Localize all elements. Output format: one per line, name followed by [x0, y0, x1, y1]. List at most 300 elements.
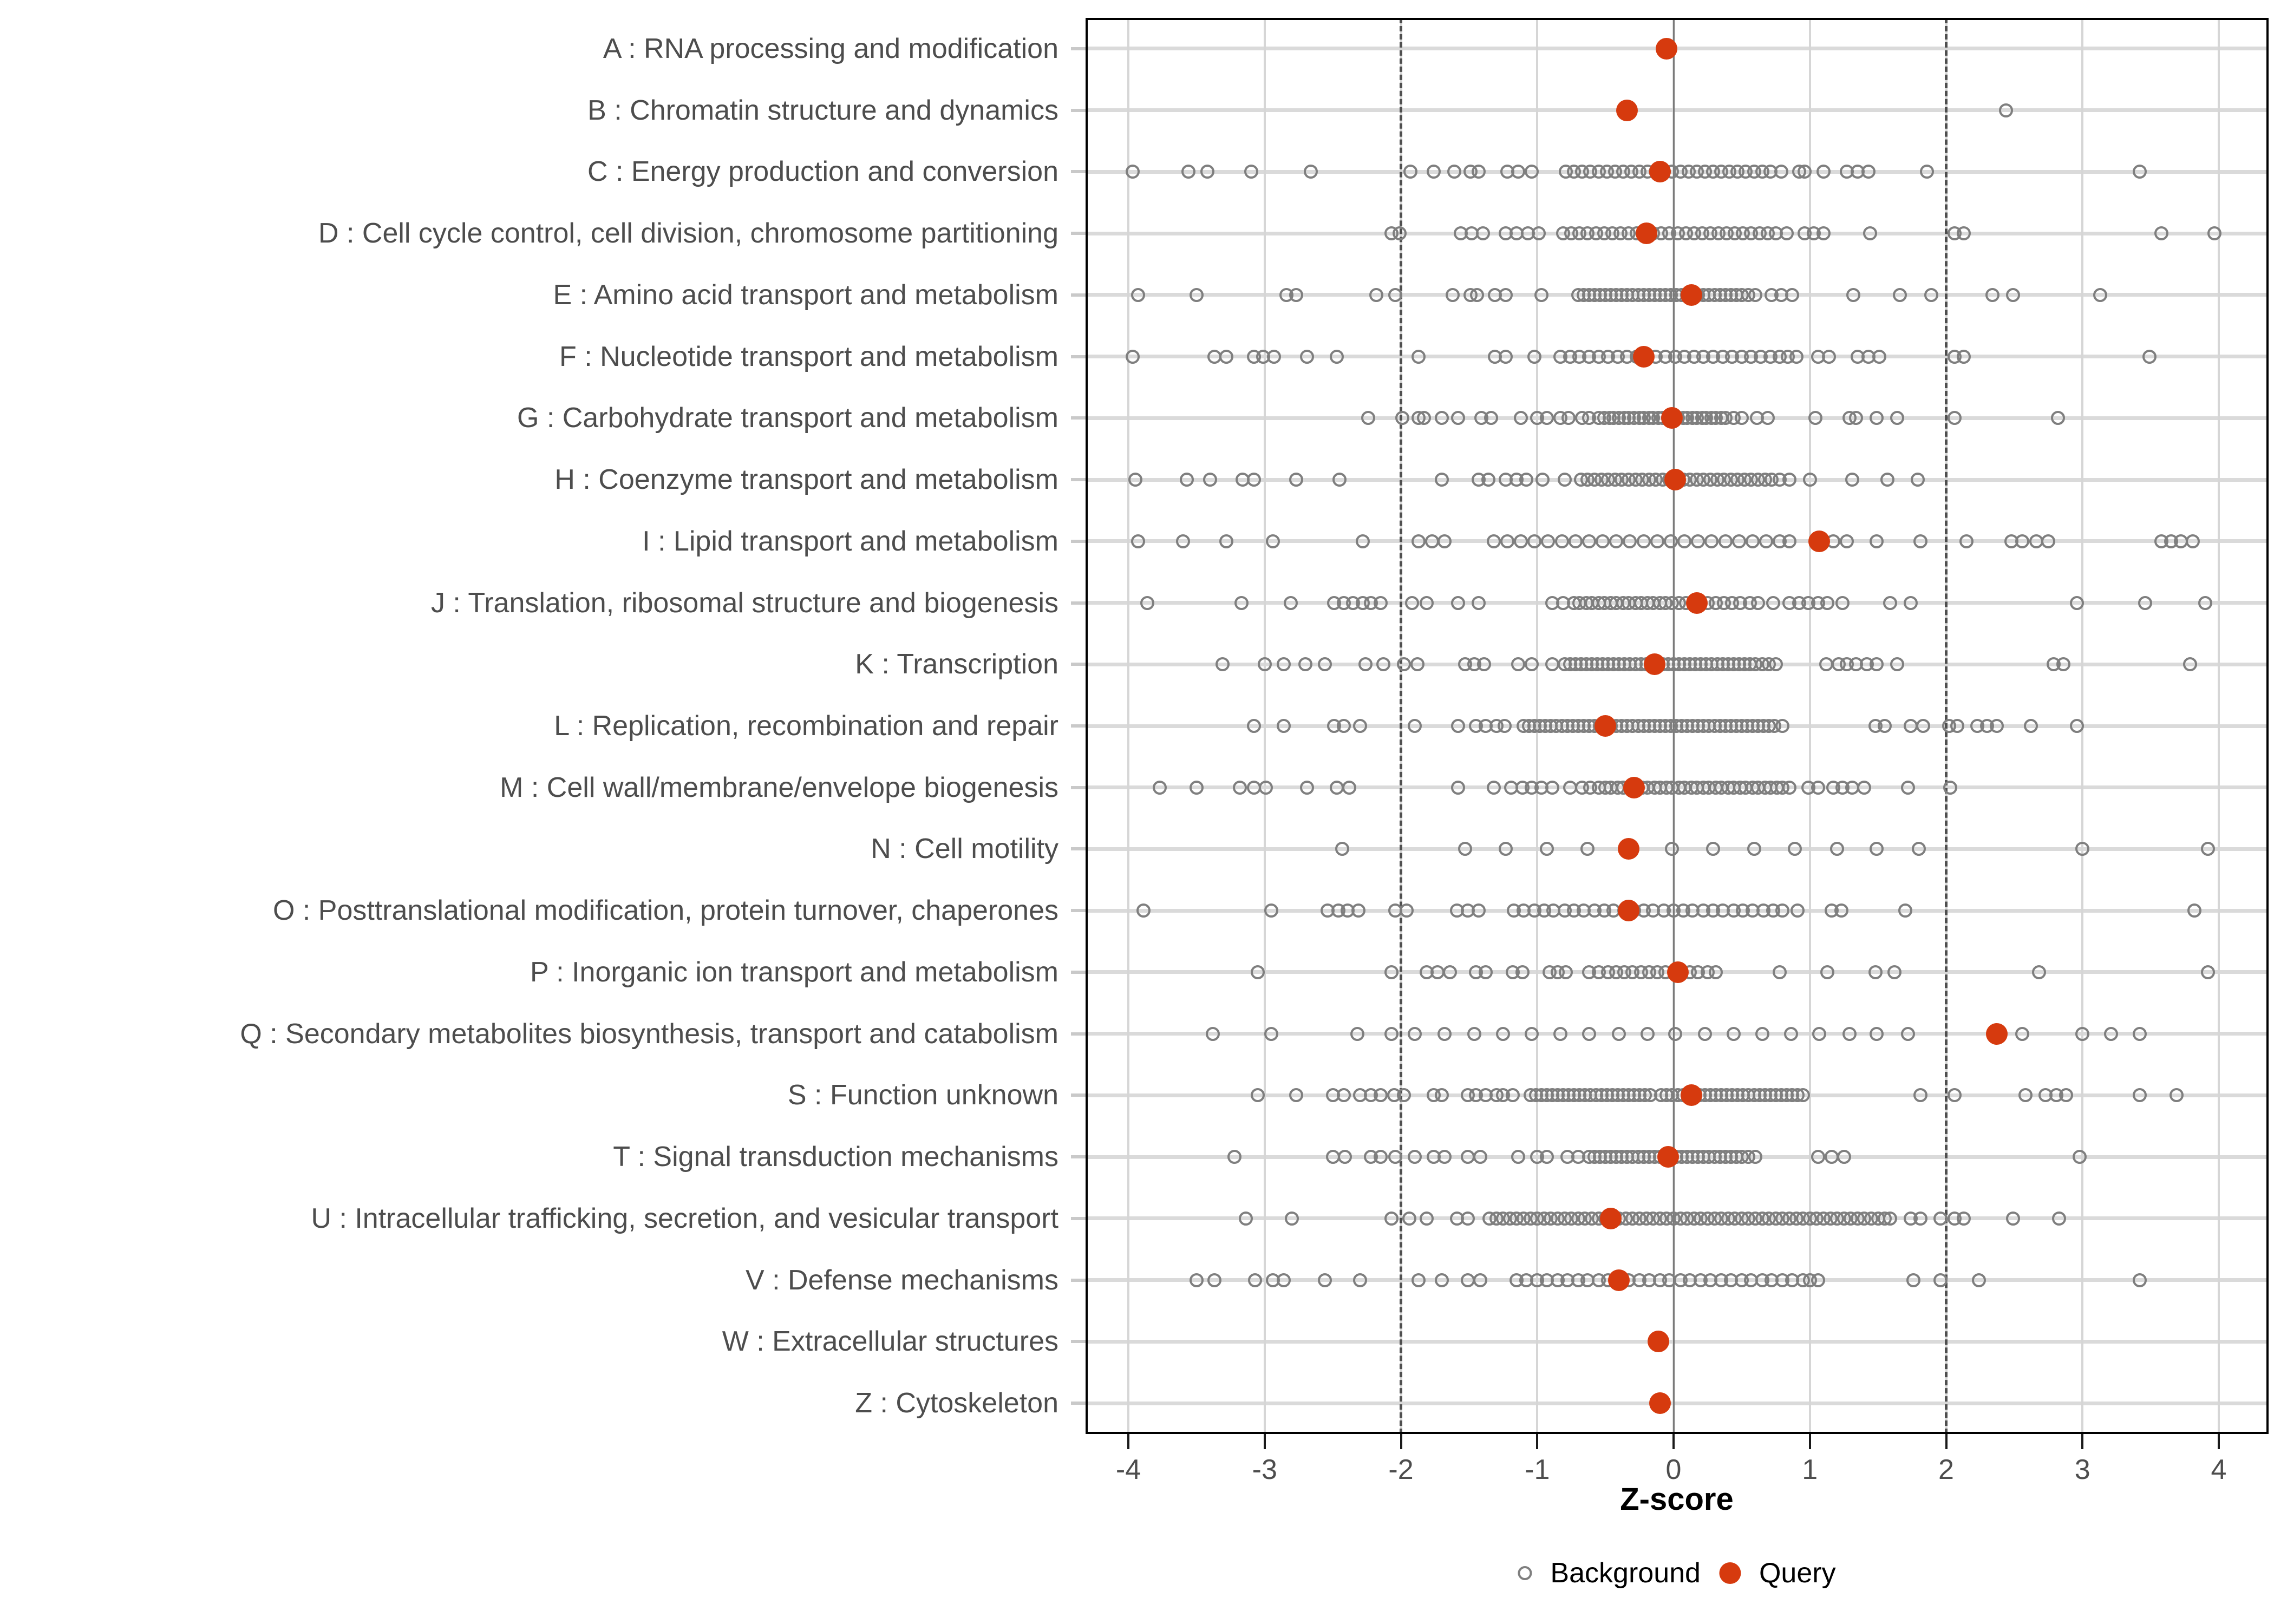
background-point	[1200, 165, 1214, 179]
background-point	[1476, 226, 1490, 240]
x-axis-tick	[1809, 1434, 1811, 1449]
background-point	[1916, 719, 1930, 733]
background-point	[1435, 473, 1449, 487]
background-point	[2070, 596, 2084, 610]
background-point	[1472, 165, 1486, 179]
background-point	[1904, 596, 1918, 610]
background-point	[1180, 473, 1194, 487]
background-point	[1732, 534, 1746, 548]
background-point	[1532, 226, 1546, 240]
background-point	[1893, 288, 1907, 302]
background-legend-label: Background	[1550, 1557, 1701, 1589]
background-point	[1798, 165, 1812, 179]
background-point	[2198, 596, 2212, 610]
background-point	[1612, 1027, 1626, 1041]
y-axis-tick	[1071, 724, 1086, 728]
category-label: W : Extracellular structures	[722, 1326, 1058, 1358]
y-axis-tick	[1071, 1340, 1086, 1343]
x-axis-tick	[2218, 1434, 2220, 1449]
query-legend-label: Query	[1759, 1557, 1836, 1589]
x-axis-tick	[1127, 1434, 1129, 1449]
category-label: P : Inorganic ion transport and metabolism	[530, 956, 1058, 988]
background-point	[1837, 1150, 1851, 1164]
background-point	[1835, 596, 1850, 610]
background-point	[1420, 1212, 1434, 1226]
background-point	[1417, 411, 1431, 425]
query-point	[1986, 1023, 2008, 1045]
background-point	[1637, 534, 1651, 548]
background-point	[1470, 288, 1484, 302]
background-point	[1361, 411, 1375, 425]
background-point	[1878, 719, 1892, 733]
background-point	[1857, 781, 1871, 795]
background-point	[1789, 350, 1803, 364]
background-point	[1443, 965, 1457, 979]
background-point	[1412, 1273, 1426, 1287]
background-point	[2170, 1088, 2184, 1102]
background-point	[1337, 719, 1351, 733]
background-point	[1427, 165, 1441, 179]
y-axis-tick	[1071, 293, 1086, 297]
background-point	[1353, 719, 1367, 733]
background-point	[1558, 473, 1572, 487]
background-point	[1298, 657, 1312, 671]
background-point	[1374, 596, 1388, 610]
background-point	[1266, 534, 1280, 548]
background-point	[1906, 1273, 1920, 1287]
y-axis-tick	[1071, 601, 1086, 605]
background-point	[2018, 1088, 2033, 1102]
background-point	[1870, 657, 1884, 671]
background-point	[1264, 903, 1278, 918]
background-point	[1766, 596, 1780, 610]
background-point	[1285, 1212, 1299, 1226]
query-point	[1664, 469, 1686, 490]
background-point	[1216, 657, 1230, 671]
query-point	[1681, 284, 1702, 306]
y-axis-tick	[1071, 909, 1086, 912]
background-point	[1751, 596, 1765, 610]
background-point	[2183, 657, 2197, 671]
background-point	[1540, 411, 1554, 425]
background-point	[1473, 1150, 1487, 1164]
background-point	[1234, 596, 1249, 610]
background-point	[1472, 596, 1486, 610]
background-point	[1350, 1027, 1364, 1041]
query-point	[1657, 1146, 1679, 1168]
background-point	[1335, 842, 1349, 856]
background-point	[1791, 903, 1805, 918]
y-axis-tick	[1071, 1093, 1086, 1097]
x-tick-label: 4	[2211, 1454, 2227, 1485]
background-point	[1788, 842, 1802, 856]
query-point	[1649, 1392, 1671, 1414]
background-point	[1356, 534, 1370, 548]
background-point	[1400, 903, 1414, 918]
background-point	[1559, 965, 1573, 979]
background-point	[1830, 842, 1844, 856]
background-point	[1397, 1088, 1411, 1102]
background-point	[1957, 1212, 1971, 1226]
background-point	[1461, 1273, 1475, 1287]
background-point	[1870, 842, 1884, 856]
y-axis-tick	[1071, 1032, 1086, 1036]
background-point	[1691, 534, 1705, 548]
background-point	[1664, 534, 1678, 548]
background-point	[1933, 1273, 1948, 1287]
category-label: S : Function unknown	[787, 1079, 1058, 1111]
x-axis-tick	[1264, 1434, 1266, 1449]
query-point	[1600, 1208, 1622, 1229]
background-point	[1780, 226, 1794, 240]
background-point	[1870, 411, 1884, 425]
query-point	[1644, 653, 1665, 675]
background-point	[1580, 842, 1595, 856]
background-point	[1943, 781, 1957, 795]
background-point	[1358, 657, 1373, 671]
background-point	[2201, 842, 2215, 856]
background-point	[1437, 534, 1452, 548]
background-point	[1351, 903, 1365, 918]
background-point	[1420, 596, 1434, 610]
background-point	[1338, 1150, 1352, 1164]
background-point	[1901, 1027, 1915, 1041]
background-point	[1540, 842, 1554, 856]
background-point	[1203, 473, 1217, 487]
x-tick-label: 2	[1938, 1454, 1954, 1485]
y-axis-tick	[1071, 416, 1086, 420]
query-point	[1656, 38, 1677, 60]
query-point	[1661, 407, 1683, 429]
x-tick-label: 0	[1665, 1454, 1682, 1485]
query-point	[1616, 100, 1638, 121]
background-point	[1863, 226, 1877, 240]
background-point	[1704, 534, 1718, 548]
x-axis-tick	[1536, 1434, 1538, 1449]
background-point	[1811, 781, 1825, 795]
background-point	[1527, 534, 1541, 548]
background-point	[1384, 1027, 1399, 1041]
background-point	[1845, 473, 1859, 487]
background-point	[1264, 1027, 1278, 1041]
background-point	[1248, 1273, 1262, 1287]
background-point	[1330, 350, 1344, 364]
background-point	[1785, 288, 1799, 302]
background-point	[1511, 657, 1525, 671]
background-point	[1519, 473, 1533, 487]
query-point	[1623, 777, 1645, 798]
background-point	[1901, 781, 1915, 795]
background-point	[1803, 473, 1817, 487]
background-point	[1353, 1273, 1367, 1287]
background-point	[1498, 719, 1512, 733]
background-point	[1883, 1212, 1897, 1226]
background-point	[1822, 350, 1836, 364]
background-point	[1487, 781, 1501, 795]
y-axis-tick	[1071, 1402, 1086, 1405]
horizontal-gridline	[1086, 1340, 2269, 1344]
background-point	[2104, 1027, 2118, 1041]
x-axis-tick	[2081, 1434, 2083, 1449]
background-point	[1840, 534, 1854, 548]
background-point	[1318, 1273, 1332, 1287]
background-point	[1870, 534, 1884, 548]
background-point	[1499, 842, 1513, 856]
background-point	[1410, 657, 1424, 671]
background-point	[1759, 534, 1773, 548]
background-point	[1140, 596, 1154, 610]
background-point	[1435, 411, 1449, 425]
category-label: F : Nucleotide transport and metabolism	[559, 340, 1058, 372]
background-point	[1499, 350, 1513, 364]
background-point	[1950, 719, 1964, 733]
background-point	[1748, 1150, 1762, 1164]
background-point	[1277, 719, 1291, 733]
background-point	[2075, 842, 2089, 856]
query-point	[1618, 900, 1639, 921]
x-tick-label: -3	[1252, 1454, 1277, 1485]
background-point	[1402, 1212, 1416, 1226]
background-point	[2133, 1088, 2147, 1102]
background-point	[1561, 411, 1576, 425]
background-point	[1811, 1273, 1825, 1287]
category-label: M : Cell wall/membrane/envelope biogenesis	[500, 771, 1058, 803]
background-point	[1775, 719, 1789, 733]
background-point	[1698, 1027, 1712, 1041]
background-point	[1677, 534, 1691, 548]
x-axis-tick	[1400, 1434, 1402, 1449]
category-label: V : Defense mechanisms	[745, 1264, 1058, 1296]
y-axis-tick	[1071, 478, 1086, 481]
category-label: U : Intracellular trafficking, secretion, and vesicular transport	[311, 1202, 1058, 1234]
background-point	[1718, 534, 1733, 548]
y-axis-tick	[1071, 170, 1086, 173]
background-point	[1499, 288, 1513, 302]
background-point	[1746, 534, 1760, 548]
background-point	[1782, 781, 1796, 795]
background-point	[1911, 473, 1925, 487]
background-point	[1304, 165, 1318, 179]
background-point	[1384, 965, 1399, 979]
background-point	[1461, 1212, 1475, 1226]
background-point	[2142, 350, 2157, 364]
background-point	[2070, 719, 2084, 733]
background-point	[1467, 1027, 1481, 1041]
background-point	[1913, 1212, 1927, 1226]
background-point	[1569, 534, 1583, 548]
legend	[1518, 1557, 1835, 1589]
category-label: C : Energy production and conversion	[587, 156, 1058, 188]
query-point	[1633, 346, 1655, 368]
query-point	[1686, 592, 1708, 614]
background-point	[1277, 1273, 1291, 1287]
background-point	[1769, 657, 1783, 671]
background-point	[1596, 534, 1610, 548]
background-point	[1318, 657, 1332, 671]
y-axis-tick	[1071, 540, 1086, 543]
background-point	[2006, 1212, 2020, 1226]
background-point	[1300, 781, 1314, 795]
background-point	[2059, 1088, 2073, 1102]
background-point	[2041, 534, 2055, 548]
background-point	[1384, 1212, 1399, 1226]
background-point	[2075, 1027, 2089, 1041]
background-point	[1553, 1027, 1567, 1041]
x-tick-label: -2	[1388, 1454, 1414, 1485]
background-point	[1408, 719, 1422, 733]
background-point	[1435, 1273, 1449, 1287]
background-point	[1481, 473, 1495, 487]
background-point	[1527, 350, 1541, 364]
query-point	[1808, 531, 1830, 552]
background-point	[1872, 350, 1886, 364]
background-point	[1816, 165, 1831, 179]
background-point	[1541, 534, 1555, 548]
background-point	[1451, 781, 1465, 795]
background-point	[1920, 165, 1934, 179]
background-point	[2051, 411, 2065, 425]
query-point	[1681, 1084, 1702, 1106]
background-point	[1755, 1027, 1769, 1041]
background-point	[1623, 534, 1637, 548]
background-point	[1408, 1027, 1422, 1041]
background-point	[2138, 596, 2152, 610]
x-tick-label: -4	[1115, 1454, 1141, 1485]
background-point	[1251, 965, 1265, 979]
background-point	[1820, 965, 1834, 979]
background-point	[1176, 534, 1190, 548]
y-axis-tick	[1071, 786, 1086, 789]
background-point	[2052, 1212, 2066, 1226]
background-point	[1374, 1088, 1388, 1102]
background-point	[1990, 719, 2004, 733]
background-point	[1446, 288, 1460, 302]
background-point	[1747, 842, 1761, 856]
background-point	[1782, 534, 1796, 548]
background-point	[1525, 1027, 1539, 1041]
y-axis-tick	[1071, 1155, 1086, 1158]
horizontal-gridline	[1086, 1402, 2269, 1405]
background-point	[1458, 842, 1472, 856]
background-point	[1870, 1027, 1884, 1041]
background-point	[1534, 288, 1548, 302]
background-point	[1267, 350, 1281, 364]
background-point	[1239, 1212, 1253, 1226]
query-point	[1618, 838, 1639, 860]
background-point	[1251, 1088, 1265, 1102]
background-point	[1735, 411, 1749, 425]
background-point	[1540, 1150, 1554, 1164]
background-point	[1846, 288, 1860, 302]
background-point	[1842, 1027, 1857, 1041]
background-point	[1650, 534, 1664, 548]
background-point	[1477, 657, 1491, 671]
background-point	[1181, 165, 1195, 179]
vertical-gridline	[1264, 18, 1266, 1434]
query-point	[1649, 161, 1671, 182]
background-point	[1412, 534, 1426, 548]
background-point	[1582, 534, 1596, 548]
background-point	[2133, 165, 2147, 179]
background-point	[1126, 165, 1140, 179]
category-label: O : Posttranslational modification, protein turnover, chaperones	[272, 895, 1058, 927]
category-label: D : Cell cycle control, cell division, chromosome partitioning	[318, 218, 1058, 250]
category-label: Z : Cytoskeleton	[855, 1387, 1058, 1419]
category-label: I : Lipid transport and metabolism	[642, 525, 1058, 557]
background-point	[1727, 1027, 1741, 1041]
background-point	[2073, 1150, 2087, 1164]
category-label: T : Signal transduction mechanisms	[613, 1141, 1058, 1173]
background-point	[1972, 1273, 1986, 1287]
background-point	[1451, 411, 1465, 425]
background-point	[1641, 1027, 1655, 1041]
background-point	[1515, 965, 1530, 979]
background-point	[1834, 903, 1848, 918]
background-legend-icon	[1518, 1566, 1532, 1580]
background-point	[1289, 288, 1303, 302]
background-point	[2015, 1027, 2029, 1041]
background-point	[1479, 965, 1493, 979]
background-point	[1393, 226, 1407, 240]
background-point	[1153, 781, 1167, 795]
background-point	[1289, 473, 1303, 487]
background-point	[1912, 842, 1926, 856]
query-point	[1608, 1269, 1630, 1291]
background-point	[1948, 411, 1962, 425]
background-point	[1773, 965, 1787, 979]
background-point	[1535, 473, 1550, 487]
category-label: Q : Secondary metabolites biosynthesis, transport and catabolism	[240, 1018, 1058, 1050]
background-point	[1207, 1273, 1221, 1287]
background-point	[1511, 165, 1525, 179]
background-point	[1126, 350, 1140, 364]
background-point	[1258, 657, 1272, 671]
background-point	[1342, 781, 1356, 795]
background-point	[1924, 288, 1938, 302]
x-axis-tick	[1672, 1434, 1675, 1449]
category-label: E : Amino acid transport and metabolism	[553, 279, 1058, 311]
background-point	[1190, 1273, 1204, 1287]
y-axis-tick	[1071, 109, 1086, 112]
background-point	[1259, 781, 1273, 795]
x-tick-label: 1	[1802, 1454, 1818, 1485]
background-point	[1957, 350, 1971, 364]
background-point	[1609, 534, 1623, 548]
background-point	[1332, 473, 1347, 487]
background-point	[2133, 1027, 2147, 1041]
background-point	[1190, 781, 1204, 795]
x-axis-tick	[1945, 1434, 1948, 1449]
background-point	[1999, 103, 2013, 117]
background-point	[1206, 1027, 1220, 1041]
y-axis-tick	[1071, 355, 1086, 358]
background-point	[1227, 1150, 1241, 1164]
background-point	[1890, 411, 1904, 425]
background-point	[1665, 842, 1679, 856]
background-point	[1395, 411, 1409, 425]
background-point	[1913, 534, 1927, 548]
background-point	[1369, 288, 1383, 302]
background-point	[1405, 596, 1419, 610]
y-axis-tick	[1071, 663, 1086, 666]
x-axis-title: Z-score	[1620, 1482, 1734, 1517]
background-point	[1484, 411, 1498, 425]
background-point	[1861, 165, 1876, 179]
category-label: J : Translation, ribosomal structure and biogenesis	[430, 587, 1058, 619]
background-point	[1131, 534, 1145, 548]
background-point	[1451, 719, 1465, 733]
background-point	[1190, 288, 1204, 302]
